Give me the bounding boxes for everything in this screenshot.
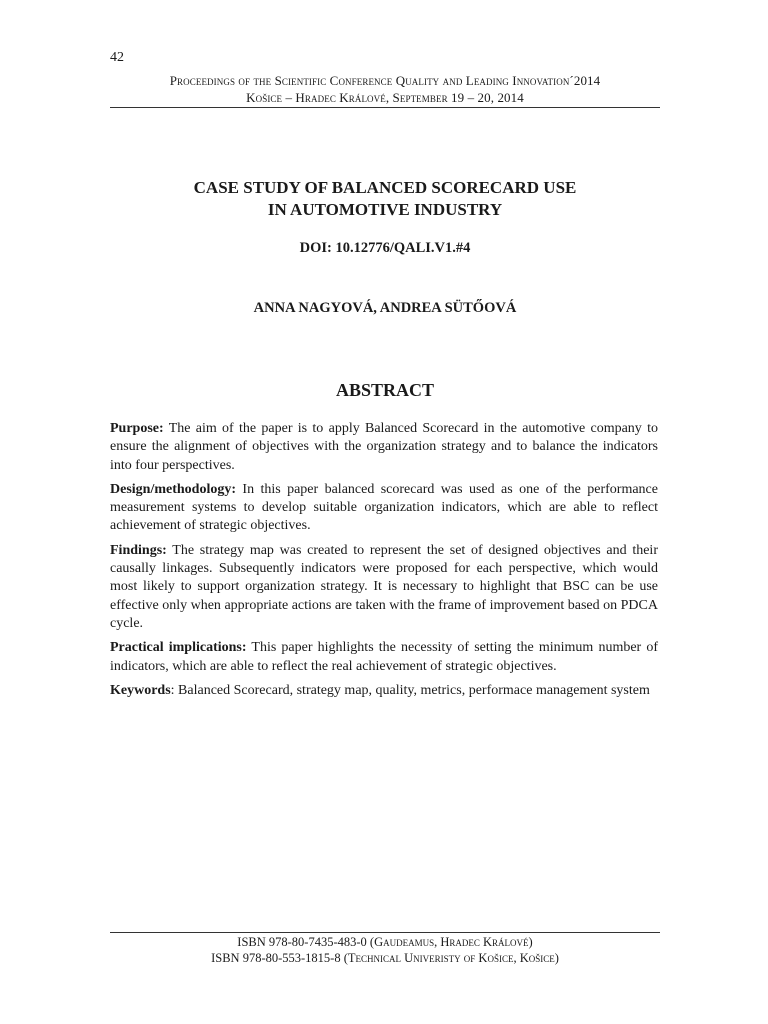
header-divider: [110, 107, 660, 108]
footer-divider: [110, 932, 660, 933]
abstract-keywords-text: : Balanced Scorecard, strategy map, quality, metrics, performace management system: [170, 682, 650, 698]
abstract-keywords-label: Keywords: [110, 682, 171, 698]
page-number: 42: [110, 50, 124, 65]
abstract-findings: [110, 542, 658, 633]
authors: ANNA NAGYOVÁ, ANDREA SÜTŐOVÁ: [253, 300, 517, 316]
abstract-findings-label: Findings:: [110, 542, 167, 558]
abstract-purpose-label: Purpose:: [110, 421, 164, 436]
footer-isbn-2: [110, 950, 660, 966]
running-header-line-1: Proceedings of the Scientific Conference Quality and Leading Innovation´2014: [169, 73, 601, 88]
abstract-practical-implications-label: Practical implications:: [110, 640, 247, 656]
paper-title: [110, 177, 660, 221]
abstract-purpose: [110, 420, 658, 475]
footer-isbn-1: [110, 934, 660, 950]
running-header: [110, 72, 660, 106]
running-header-line-2: Košice – Hradec Králové, September 19 – 20, 2014: [246, 90, 524, 105]
abstract-practical-implications-text: This paper highlights the necessity of setting the minimum number of indicators, which are able to reflect the real achievement of strategic objectives.: [110, 640, 658, 674]
abstract-design-methodology: [110, 481, 658, 536]
footer-isbn-1-number: ISBN 978-80-7435-483-0: [237, 935, 370, 949]
abstract-keywords: [110, 682, 658, 700]
footer-isbn-1-publisher: (Gaudeamus, Hradec Králové): [369, 935, 533, 949]
abstract-design-methodology-label: Design/methodology:: [110, 481, 236, 497]
doi: DOI: 10.12776/QALI.V1.#4: [299, 240, 471, 256]
paper-title-line-2: IN AUTOMOTIVE INDUSTRY: [267, 200, 503, 219]
abstract-findings-text: The strategy map was created to represent the set of designed objectives and their causally linkages. Subsequently indicators were proposed for each perspective, which would most likely to support organization strategy. It is necessary to highlight that BSC can be use effective only when appropriate actions are taken with the frame of improvement based on PDCA cycle.: [110, 542, 658, 631]
abstract-design-methodology-text: In this paper balanced scorecard was used as one of the performance measurement systems to develop suitable organization indicators, which are able to reflect achievement of strategic objectives.: [110, 481, 658, 534]
footer-isbn-2-publisher: (Technical Univeristy of Košice, Košice): [343, 951, 559, 965]
footer: [110, 934, 660, 966]
footer-isbn-2-number: ISBN 978-80-553-1815-8: [211, 951, 344, 965]
abstract-heading: ABSTRACT: [335, 380, 435, 400]
abstract-body: [110, 420, 658, 706]
abstract-practical-implications: [110, 639, 658, 676]
abstract-purpose-text: The aim of the paper is to apply Balanced Scorecard in the automotive company to ensure the alignment of objectives with the organization strategy and to balance the indicators into four perspectives.: [110, 421, 658, 473]
paper-title-line-1: CASE STUDY OF BALANCED SCORECARD USE: [193, 178, 577, 197]
